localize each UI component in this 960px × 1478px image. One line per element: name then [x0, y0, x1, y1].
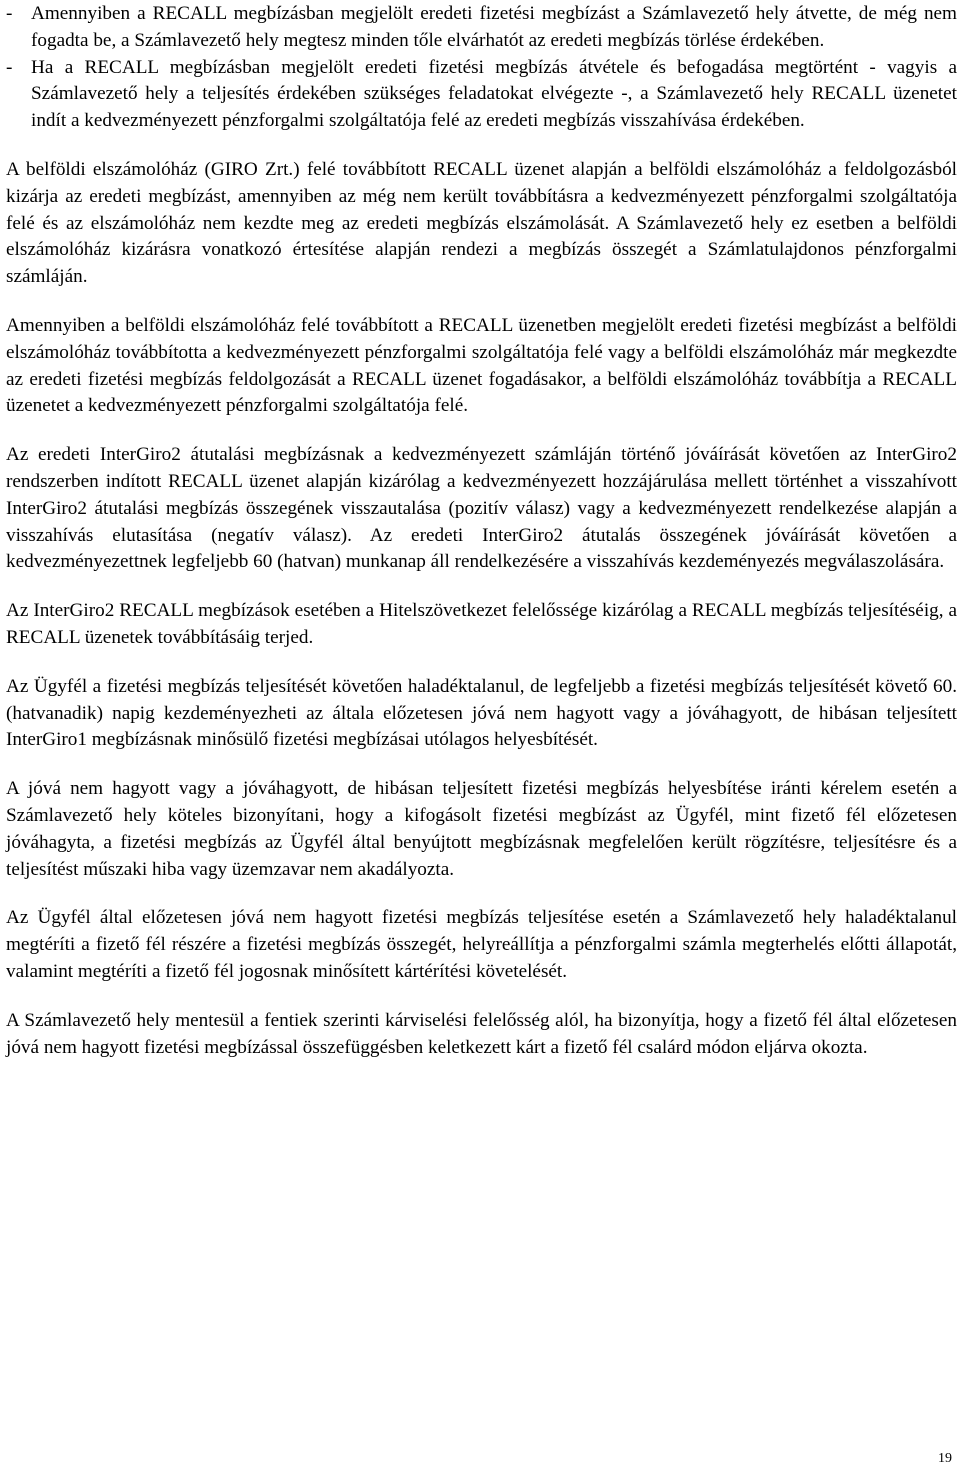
- document-page: [6, 0, 957, 1061]
- bullet-text: Ha a RECALL megbízásban megjelölt eredeti fizetési megbízás átvétele és befogadása megtörtént - vagyis a Számlavezető hely a teljesítés érdekében szükséges feladatokat elvégezte -, a Számlavezető hely RECALL üzenetet indít a kedvezményezett pénzforgalmi szolgáltatója felé az eredeti megbízás visszahívása érdekében.: [31, 56, 957, 132]
- bullet-dash: -: [6, 3, 13, 24]
- bullet-item: [6, 1, 957, 55]
- paragraph-exemption: A Számlavezető hely mentesül a fentiek szerinti kárviselési felelősség alól, ha bizonyítja, hogy a fizető fél által előzetesen jóvá nem hagyott fizetési megbízással összefüggésben keletkezett kárt a fizető fél csalárd módon eljárva okozta.: [6, 1009, 957, 1058]
- bullet-text: Amennyiben a RECALL megbízásban megjelölt eredeti fizetési megbízást a Számlavezető hely átvette, de még nem fogadta be, a Számlavezető hely megtesz minden tőle elvárhatót az eredeti megbízás törlése érdekében.: [31, 3, 957, 51]
- bullet-list: [6, 0, 957, 135]
- paragraph-liability: Az InterGiro2 RECALL megbízások esetében a Hitelszövetkezet felelőssége kizárólag a RECALL megbízás teljesítéséig, a RECALL üzenetek továbbításáig terjed.: [6, 600, 957, 648]
- paragraph-correction-request: Az Ügyfél a fizetési megbízás teljesítését követően haladéktalanul, de legfeljebb a fizetési megbízás teljesítését követő 60. (hatvanadik) napig kezdeményezheti az általa előzetesen jóvá nem hagyott vagy a jóváhagyott, de hibásan teljesített InterGiro1 megbízásnak minősülő fizetési megbízásai utólagos helyesbítését.: [6, 675, 957, 751]
- paragraph-forwarded-recall: Amennyiben a belföldi elszámolóház felé továbbított a RECALL üzenetben megjelölt eredeti fizetési megbízást a belföldi elszámolóház továbbította a kedvezményezett pénzforgalmi szolgáltatója felé vagy a belföldi elszámolóház már megkezdte az eredeti fizetési megbízás feldolgozását a RECALL üzenet fogadásakor, a belföldi elszámolóház továbbítja a RECALL üzenetet a kedvezményezett pénzforgalmi szolgáltatója felé.: [6, 314, 957, 417]
- page-number: 19: [938, 1451, 952, 1466]
- bullet-dash: -: [6, 56, 13, 78]
- paragraph-intergiro2-recall: Az eredeti InterGiro2 átutalási megbízásnak a kedvezményezett számláján történő jóváírását követően az InterGiro2 rendszerben indított RECALL üzenet alapján kizárólag a kedvezményezett hozzájárulása mellett történhet a visszahívott InterGiro2 átutalási megbízás összegének visszautalása (pozitív válasz) vagy a kedvezményezett rendelkezése alapján a visszahívás elutasítása (negatív válasz). Az eredeti InterGiro2 átutalás összegének jóváírását követően a kedvezményezettnek legfeljebb 60 (hatvan) munkanap áll rendelkezésére a visszahívás kezdeményezés megválaszolására.: [6, 444, 957, 573]
- paragraph-burden-of-proof: A jóvá nem hagyott vagy a jóváhagyott, de hibásan teljesített fizetési megbízás helyesbítése iránti kérelem esetén a Számlavezető hely köteles bizonyítani, hogy a kifogásolt fizetési megbízást az Ügyfél, mint fizető fél előzetesen jóváhagyta, a fizetési megbízás az Ügyfél által benyújtott megbízásnak megfelelően került rögzítésre, teljesítésre és a teljesítést műszaki hiba vagy üzemzavar nem akadályozta.: [6, 778, 957, 880]
- paragraph-giro-recall: A belföldi elszámolóház (GIRO Zrt.) felé továbbított RECALL üzenet alapján a belföldi elszámolóház a feldolgozásból kizárja az eredeti megbízást, amennyiben az még nem került továbbításra a kedvezményezett pénzforgalmi szolgáltatója felé és az elszámolóház nem kezdte meg az eredeti megbízás elszámolását. A Számlavezető hely ez esetben a belföldi elszámolóház kizárásra vonatkozó értesítése alapján rendezi a megbízás összegét a Számlatulajdonos pénzforgalmi számláján.: [6, 158, 957, 288]
- paragraph-refund: Az Ügyfél által előzetesen jóvá nem hagyott fizetési megbízás teljesítése esetén a Számlavezető hely haladéktalanul megtéríti a fizető fél részére a fizetési megbízás összegét, helyreállítja a pénzforgalmi számla megterhelés előtti állapotát, valamint megtéríti a fizető fél jogosnak minősített kártérítési követelését.: [6, 907, 957, 982]
- bullet-item: [6, 55, 957, 135]
